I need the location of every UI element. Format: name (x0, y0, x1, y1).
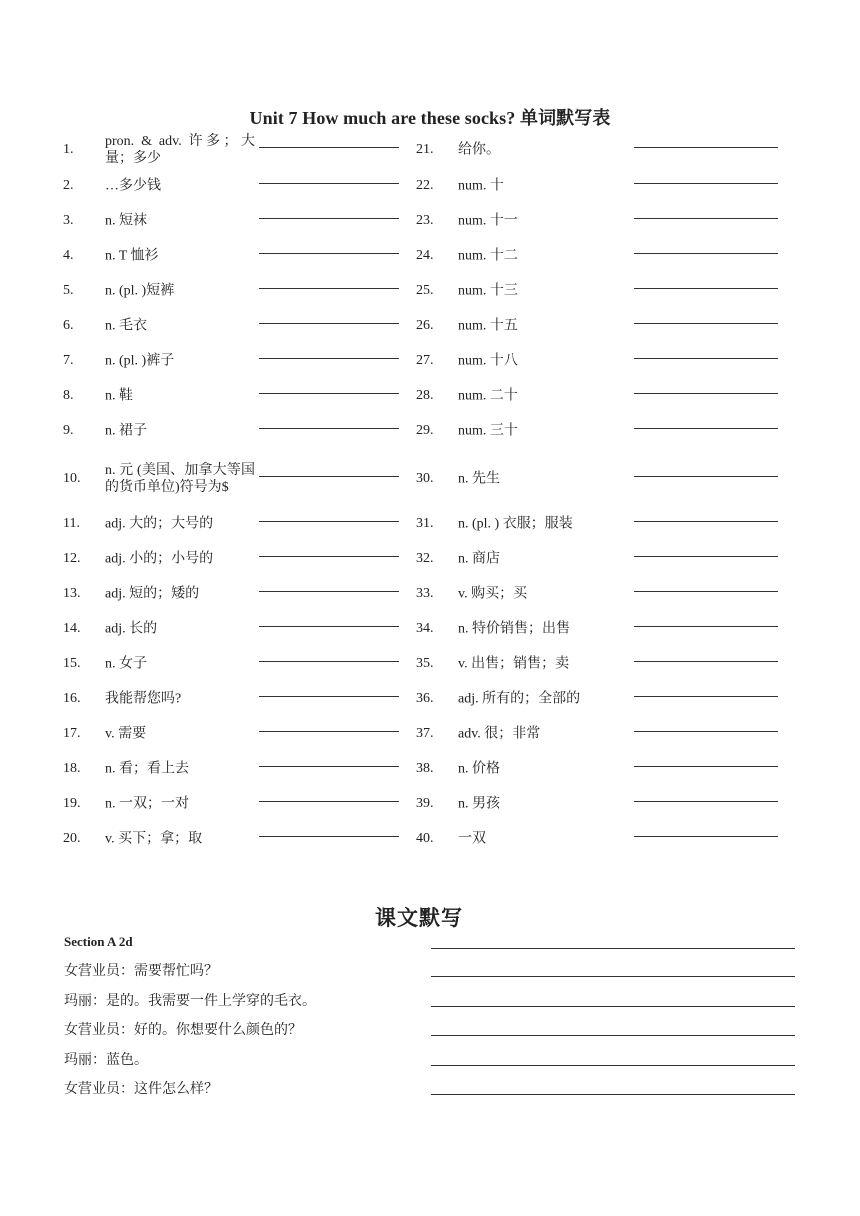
vocab-definition: num. 十八 (458, 353, 518, 369)
vocab-row (63, 612, 443, 646)
vocab-number: 7. (63, 353, 74, 368)
vocab-number: 21. (416, 142, 434, 157)
vocab-row (416, 379, 796, 413)
answer-blank-line[interactable] (634, 661, 778, 662)
vocab-number: 13. (63, 586, 81, 601)
dialog-line: 女营业员：这件怎么样？ (64, 1082, 218, 1097)
dialog-line: 玛丽：是的。我需要一件上学穿的毛衣。 (64, 993, 316, 1009)
vocab-row (416, 822, 796, 856)
vocab-number: 36. (416, 691, 434, 706)
vocab-definition: n. 商店 (458, 551, 500, 567)
vocab-number: 24. (416, 248, 434, 263)
vocab-number: 28. (416, 388, 434, 403)
vocab-row (416, 542, 796, 576)
answer-blank-line[interactable] (259, 556, 399, 557)
vocab-number: 25. (416, 283, 434, 298)
vocab-definition: n. 价格 (458, 761, 500, 777)
vocab-definition: adj. 短的；矮的 (105, 586, 200, 602)
answer-blank-line[interactable] (259, 696, 399, 697)
vocab-number: 17. (63, 726, 81, 741)
vocab-definition: n. 看；看上去 (105, 761, 189, 777)
answer-blank-line[interactable] (634, 476, 778, 477)
vocab-number: 33. (416, 586, 434, 601)
answer-blank-line[interactable] (634, 521, 778, 522)
vocab-number: 19. (63, 796, 81, 811)
answer-blank-line[interactable] (634, 253, 778, 254)
vocab-definition: num. 十一 (458, 213, 518, 229)
writing-line[interactable] (431, 948, 795, 949)
vocab-row (63, 379, 443, 413)
answer-blank-line[interactable] (634, 218, 778, 219)
vocab-row (416, 787, 796, 821)
vocab-row (63, 787, 443, 821)
vocab-row (416, 414, 796, 448)
vocab-number: 1. (63, 142, 74, 157)
answer-blank-line[interactable] (634, 428, 778, 429)
vocab-row (63, 309, 443, 343)
vocab-definition: 一双 (458, 831, 486, 847)
answer-blank-line[interactable] (259, 183, 399, 184)
vocab-definition: n. 男孩 (458, 796, 500, 812)
vocab-row (416, 507, 796, 541)
vocab-number: 8. (63, 388, 74, 403)
vocab-number: 39. (416, 796, 434, 811)
answer-blank-line[interactable] (259, 393, 399, 394)
vocab-definition: n. T 恤衫 (105, 248, 159, 264)
vocab-definition: n. 特价销售；出售 (458, 621, 570, 637)
vocab-definition: n. 短袜 (105, 213, 147, 229)
vocab-definition: …多少钱 (105, 178, 161, 194)
vocab-row (63, 450, 443, 508)
vocab-number: 34. (416, 621, 434, 636)
vocab-row (63, 717, 443, 751)
vocab-row (63, 204, 443, 238)
vocab-row (416, 274, 796, 308)
vocab-row (63, 507, 443, 541)
vocab-definition: n. 鞋 (105, 388, 133, 404)
answer-blank-line[interactable] (634, 591, 778, 592)
vocab-number: 16. (63, 691, 81, 706)
vocab-number: 15. (63, 656, 81, 671)
vocab-row (416, 682, 796, 716)
answer-blank-line[interactable] (634, 836, 778, 837)
vocab-number: 3. (63, 213, 74, 228)
answer-blank-line[interactable] (634, 288, 778, 289)
vocab-row (63, 344, 443, 378)
dialog-line: 玛丽：蓝色。 (64, 1052, 148, 1068)
answer-blank-line[interactable] (259, 626, 399, 627)
vocab-definition: adj. 所有的；全部的 (458, 691, 581, 707)
vocab-number: 29. (416, 423, 434, 438)
vocab-row (416, 717, 796, 751)
answer-blank-line[interactable] (634, 323, 778, 324)
vocab-row (416, 133, 796, 167)
vocab-number: 11. (63, 516, 80, 531)
answer-blank-line[interactable] (634, 393, 778, 394)
vocab-number: 12. (63, 551, 81, 566)
vocab-number: 22. (416, 178, 434, 193)
vocab-number: 40. (416, 831, 434, 846)
answer-blank-line[interactable] (259, 591, 399, 592)
vocab-number: 5. (63, 283, 74, 298)
vocab-number: 10. (63, 471, 81, 486)
vocab-row (63, 414, 443, 448)
vocab-definition: adj. 长的 (105, 621, 158, 637)
vocab-definition: n. 先生 (458, 471, 500, 487)
section-title: 课文默写 (375, 906, 463, 930)
vocab-number: 38. (416, 761, 434, 776)
vocab-row (63, 542, 443, 576)
vocab-definition: n. (pl. )短裤 (105, 283, 175, 299)
vocab-number: 32. (416, 551, 434, 566)
answer-blank-line[interactable] (259, 147, 399, 148)
vocab-row (63, 169, 443, 203)
vocab-row (416, 204, 796, 238)
vocab-number: 18. (63, 761, 81, 776)
vocab-row (63, 577, 443, 611)
vocab-number: 14. (63, 621, 81, 636)
vocab-row (416, 647, 796, 681)
vocab-definition: adj. 大的；大号的 (105, 516, 214, 532)
vocab-definition: v. 需要 (105, 726, 147, 742)
vocab-definition: v. 买下；拿；取 (105, 831, 203, 847)
answer-blank-line[interactable] (259, 836, 399, 837)
vocab-row (63, 239, 443, 273)
writing-line[interactable] (431, 1065, 795, 1066)
vocab-number: 31. (416, 516, 434, 531)
vocab-number: 4. (63, 248, 74, 263)
vocab-row (416, 752, 796, 786)
answer-blank-line[interactable] (259, 323, 399, 324)
vocab-number: 26. (416, 318, 434, 333)
vocab-row (63, 647, 443, 681)
vocab-number: 23. (416, 213, 434, 228)
vocab-number: 6. (63, 318, 74, 333)
answer-blank-line[interactable] (259, 521, 399, 522)
answer-blank-line[interactable] (259, 358, 399, 359)
vocab-row (416, 450, 796, 508)
writing-line[interactable] (431, 1006, 795, 1007)
vocab-definition: adj. 小的；小号的 (105, 551, 214, 567)
vocab-row (416, 309, 796, 343)
writing-line[interactable] (431, 1094, 795, 1095)
answer-blank-line[interactable] (634, 358, 778, 359)
section-label: Section A 2d (64, 934, 133, 949)
answer-blank-line[interactable] (259, 766, 399, 767)
writing-line[interactable] (431, 976, 795, 977)
vocab-row (416, 577, 796, 611)
answer-blank-line[interactable] (259, 661, 399, 662)
answer-blank-line[interactable] (259, 288, 399, 289)
vocab-row (416, 169, 796, 203)
vocab-definition: n. (pl. ) 衣服；服装 (458, 516, 573, 532)
vocab-definition: n. 元 (美国、加拿大等国的货币单位)符号为$ (105, 463, 255, 495)
vocab-definition: n. 一双；一对 (105, 796, 189, 812)
answer-blank-line[interactable] (259, 801, 399, 802)
page-title: Unit 7 How much are these socks? 单词默写表 (249, 108, 611, 128)
vocab-definition: num. 十五 (458, 318, 518, 334)
answer-blank-line[interactable] (259, 731, 399, 732)
vocab-definition: n. 毛衣 (105, 318, 147, 334)
answer-blank-line[interactable] (634, 696, 778, 697)
vocab-definition: adv. 很；非常 (458, 726, 541, 742)
vocab-definition: num. 十 (458, 178, 504, 194)
answer-blank-line[interactable] (634, 147, 778, 148)
vocab-definition: num. 二十 (458, 388, 518, 404)
answer-blank-line[interactable] (634, 626, 778, 627)
answer-blank-line[interactable] (259, 253, 399, 254)
answer-blank-line[interactable] (634, 766, 778, 767)
vocab-number: 20. (63, 831, 81, 846)
vocab-definition: n. 裙子 (105, 423, 147, 439)
vocab-number: 27. (416, 353, 434, 368)
vocab-definition: num. 三十 (458, 423, 518, 439)
vocab-row (63, 752, 443, 786)
answer-blank-line[interactable] (259, 428, 399, 429)
vocab-row (416, 612, 796, 646)
vocab-number: 2. (63, 178, 74, 193)
vocab-definition: v. 购买；买 (458, 586, 528, 602)
vocab-number: 9. (63, 423, 74, 438)
vocab-row (416, 239, 796, 273)
vocab-definition: n. (pl. )裤子 (105, 353, 175, 369)
answer-blank-line[interactable] (634, 801, 778, 802)
answer-blank-line[interactable] (634, 556, 778, 557)
answer-blank-line[interactable] (259, 218, 399, 219)
dialog-line: 女营业员：好的。你想要什么颜色的？ (64, 1023, 302, 1038)
vocab-definition: num. 十二 (458, 248, 518, 264)
answer-blank-line[interactable] (259, 476, 399, 477)
writing-line[interactable] (431, 1035, 795, 1036)
vocab-definition: 我能帮您吗? (105, 691, 182, 707)
vocab-row (63, 274, 443, 308)
vocab-number: 30. (416, 471, 434, 486)
answer-blank-line[interactable] (634, 731, 778, 732)
vocab-definition: num. 十三 (458, 283, 518, 299)
vocab-row (416, 344, 796, 378)
vocab-row (63, 133, 443, 167)
vocab-definition: pron. & adv. 许多；大量；多少 (105, 134, 255, 166)
dialog-line: 女营业员：需要帮忙吗？ (64, 964, 218, 979)
vocab-definition: 给你。 (458, 142, 500, 158)
vocab-definition: n. 女子 (105, 656, 147, 672)
vocab-row (63, 822, 443, 856)
answer-blank-line[interactable] (634, 183, 778, 184)
vocab-row (63, 682, 443, 716)
vocab-definition: v. 出售；销售；卖 (458, 656, 570, 672)
vocab-number: 37. (416, 726, 434, 741)
vocab-number: 35. (416, 656, 434, 671)
